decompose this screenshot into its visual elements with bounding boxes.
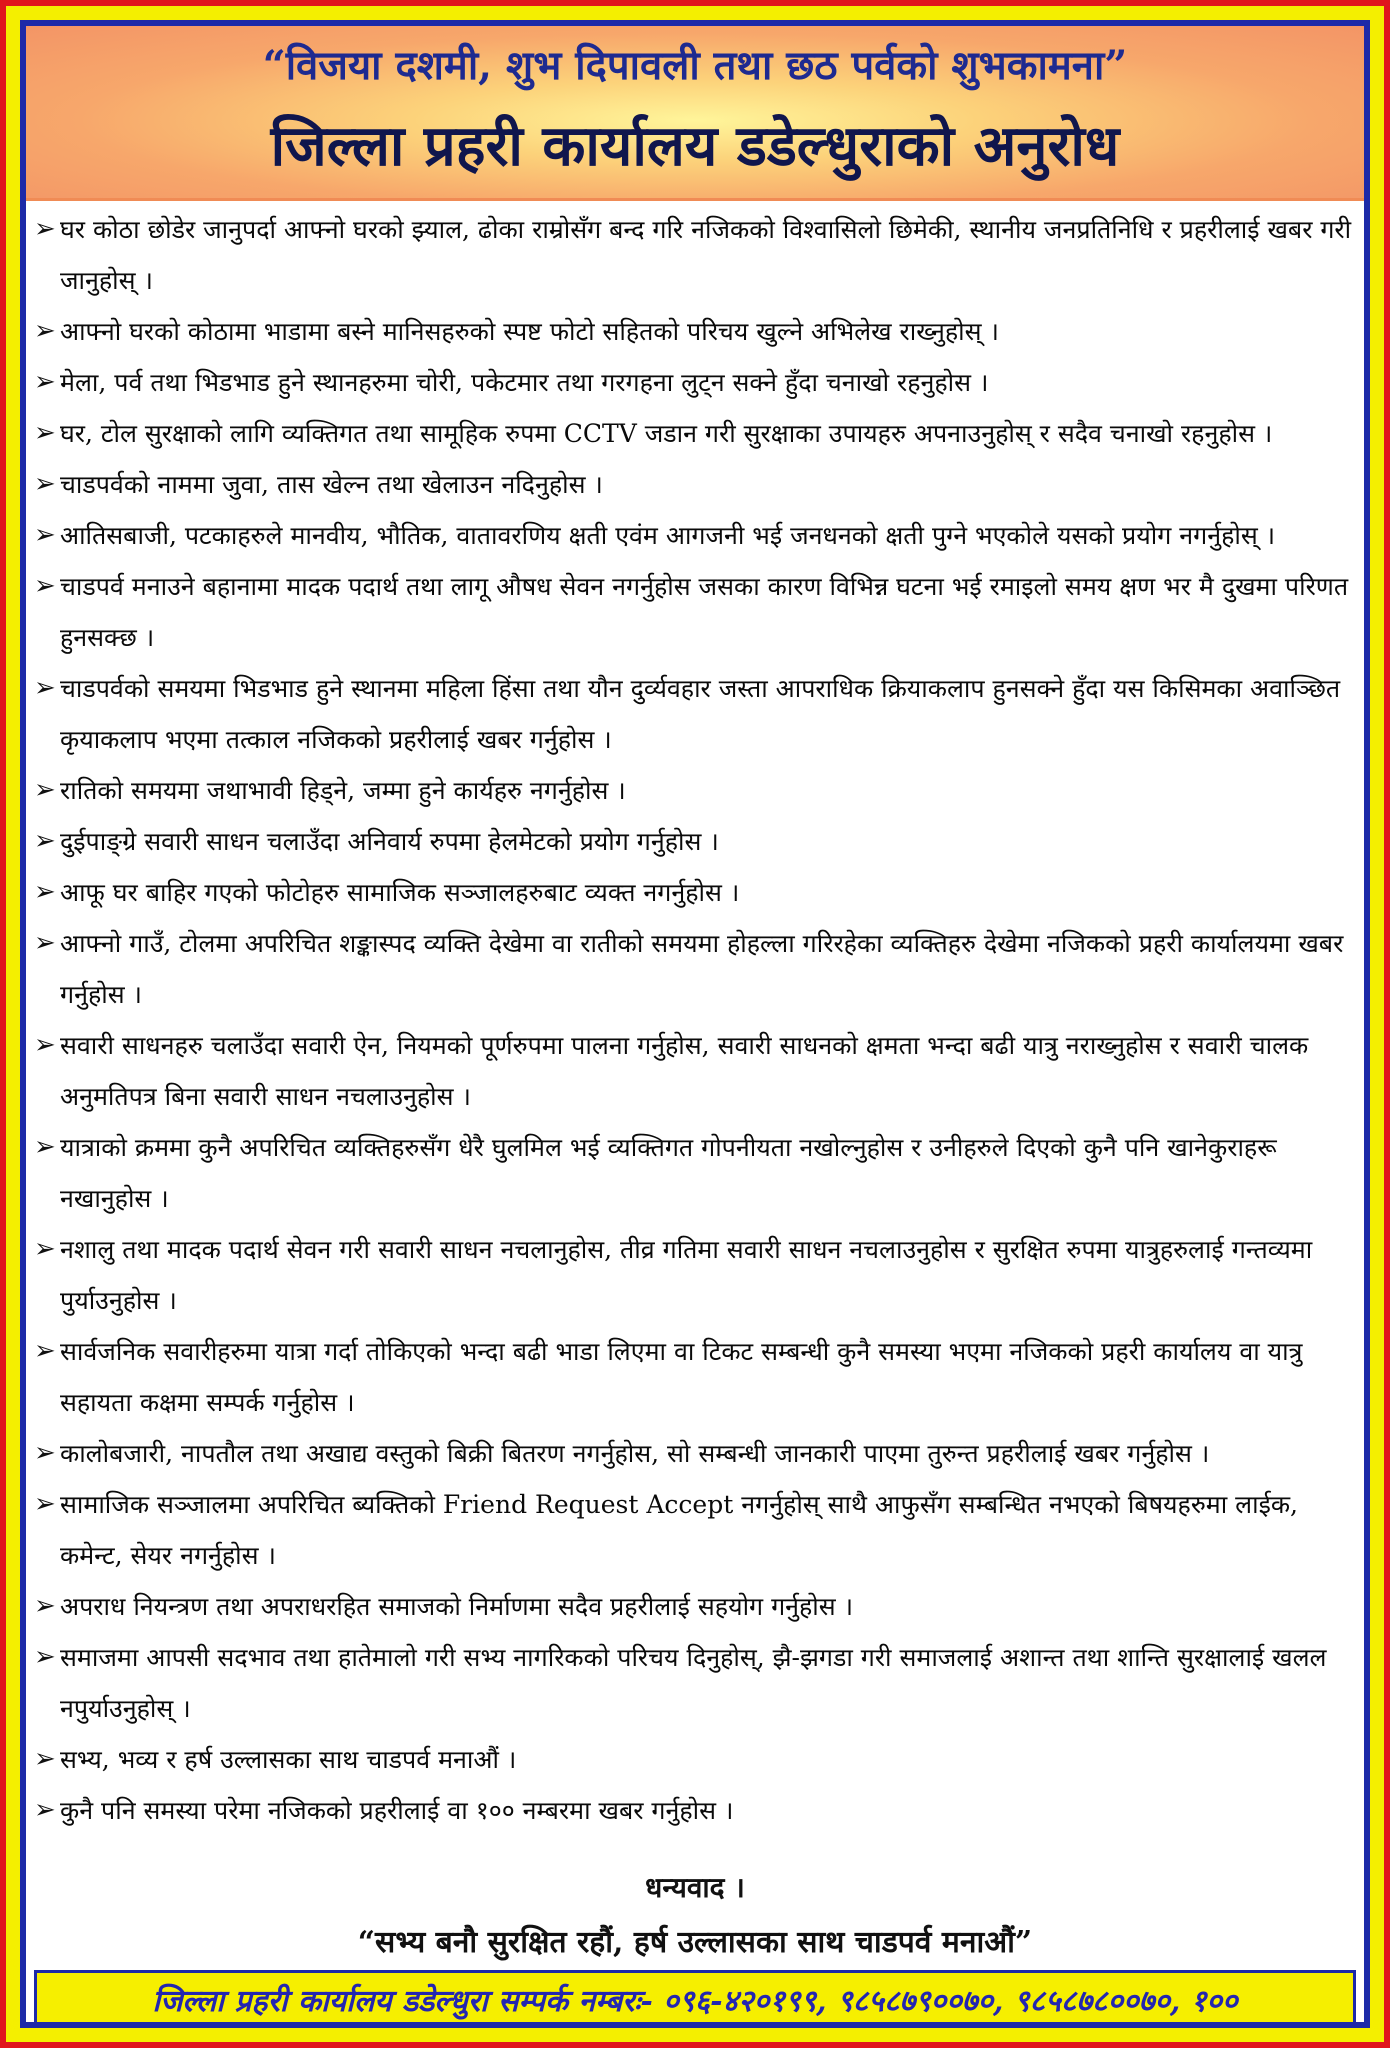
list-item — [34, 510, 1356, 561]
arrow-bullet-icon: ➢ — [34, 1642, 56, 1672]
list-item — [34, 1020, 1356, 1122]
list-item-text: सभ्य, भव्य र हर्ष उल्लासका साथ चाडपर्व मनाऔं । — [60, 1745, 517, 1774]
poster-title: जिल्ला प्रहरी कार्यालय डडेल्धुराको अनुरोध — [270, 113, 1120, 179]
list-item — [34, 1581, 1356, 1632]
arrow-bullet-icon: ➢ — [34, 826, 56, 856]
list-item-text: आफ्नो गाउँ, टोलमा अपरिचित शङ्कास्पद व्यक्ति देखेमा वा रातीको समयमा होहल्ला गरिरहेका व्यक्तिहरु देखेमा नजिकको प्रहरी कार्यालयमा खबर गर्नुहोस । — [60, 929, 1344, 1009]
list-item — [34, 1224, 1356, 1326]
list-item-text: घर कोठा छोडेर जानुपर्दा आफ्नो घरको झ्याल, ढोका राम्रोसँग बन्द गरि नजिकको विश्वासिलो छिमेकी, स्थानीय जनप्रतिनिधि र प्रहरीलाई खबर गरी जानुहोस् । — [60, 215, 1352, 295]
arrow-bullet-icon: ➢ — [34, 775, 56, 805]
list-item — [34, 459, 1356, 510]
list-item — [34, 765, 1356, 816]
arrow-bullet-icon: ➢ — [34, 673, 56, 703]
arrow-bullet-icon: ➢ — [34, 1438, 56, 1468]
list-item-text: चाडपर्व मनाउने बहानामा मादक पदार्थ तथा लागू औषध सेवन नगर्नुहोस जसका कारण विभिन्न घटना भई रमाइलो समय क्षण भर मै दुखमा परिणत हुनसक्छ । — [60, 572, 1349, 652]
list-item-text: रातिको समयमा जथाभावी हिड्ने, जम्मा हुने कार्यहरु नगर्नुहोस । — [60, 776, 626, 805]
list-item-text: समाजमा आपसी सदभाव तथा हातेमालो गरी सभ्य नागरिकको परिचय दिनुहोस्, झै-झगडा गरी समाजलाई अशान्त तथा शान्ति सुरक्षालाई खलल नपुर्याउनुहोस् । — [60, 1643, 1327, 1723]
list-item-text: नशालु तथा मादक पदार्थ सेवन गरी सवारी साधन नचलानुहोस, तीव्र गतिमा सवारी साधन नचलाउनुहोस र सुरक्षित रुपमा यात्रुहरुलाई गन्तव्यमा पुर्याउनुहोस । — [60, 1235, 1313, 1315]
arrow-bullet-icon: ➢ — [34, 367, 56, 397]
arrow-bullet-icon: ➢ — [34, 520, 56, 550]
list-item — [34, 816, 1356, 867]
list-item — [34, 408, 1356, 459]
arrow-bullet-icon: ➢ — [34, 1030, 56, 1060]
list-item-text: चाडपर्वको नाममा जुवा, तास खेल्न तथा खेलाउन नदिनुहोस । — [60, 470, 603, 499]
list-item-text: दुईपाङ्ग्रे सवारी साधन चलाउँदा अनिवार्य रुपमा हेलमेटको प्रयोग गर्नुहोस । — [60, 827, 719, 856]
list-item — [34, 867, 1356, 918]
list-item-text: आफू घर बाहिर गएको फोटोहरु सामाजिक सञ्जालहरुबाट व्यक्त नगर्नुहोस । — [60, 878, 740, 907]
arrow-bullet-icon: ➢ — [34, 877, 56, 907]
list-item-text: मेला, पर्व तथा भिडभाड हुने स्थानहरुमा चोरी, पकेटमार तथा गरगहना लुट्न सक्ने हुँदा चनाखो रहनुहोस । — [60, 368, 989, 397]
list-item-text: अपराध नियन्त्रण तथा अपराधरहित समाजको निर्माणमा सदैव प्रहरीलाई सहयोग गर्नुहोस । — [60, 1592, 854, 1621]
list-item-text: सामाजिक सञ्जालमा अपरिचित ब्यक्तिको Friend Request Accept नगर्नुहोस् साथै आफुसँग सम्बन्धित नभएको बिषयहरुमा लाईक, कमेन्ट, सेयर नगर्नुहोस । — [60, 1490, 1298, 1570]
list-item-text: कुनै पनि समस्या परेमा नजिकको प्रहरीलाई वा १०० नम्बरमा खबर गर्नुहोस । — [60, 1796, 734, 1825]
list-item-text: सार्वजनिक सवारीहरुमा यात्रा गर्दा तोकिएको भन्दा बढी भाडा लिएमा वा टिकट सम्बन्धी कुनै समस्या भएमा नजिकको प्रहरी कार्यालय वा यात्रु सहायता कक्षमा सम्पर्क गर्नुहोस । — [60, 1337, 1303, 1417]
request-list — [34, 204, 1356, 1844]
list-item-text: यात्राको क्रममा कुनै अपरिचित व्यक्तिहरुसँग धेरै घुलमिल भई व्यक्तिगत गोपनीयता नखोल्नुहोस र उनीहरुले दिएको कुनै पनि खानेकुराहरू नखानुहोस । — [60, 1133, 1277, 1213]
list-item — [34, 1326, 1356, 1428]
arrow-bullet-icon: ➢ — [34, 1336, 56, 1366]
thanks-text: धन्यवाद । — [645, 1871, 745, 1904]
list-item-text: सवारी साधनहरु चलाउँदा सवारी ऐन, नियमको पूर्णरुपमा पालना गर्नुहोस, सवारी साधनको क्षमता भन्दा बढी यात्रु नराख्नुहोस र सवारी चालक अनुमतिपत्र बिना सवारी साधन नचलाउनुहोस । — [60, 1031, 1309, 1111]
list-item-text: कालोबजारी, नापतौल तथा अखाद्य वस्तुको बिक्री बितरण नगर्नुहोस, सो सम्बन्धी जानकारी पाएमा तुरुन्त प्रहरीलाई खबर गर्नुहोस । — [60, 1439, 1210, 1468]
list-item — [34, 306, 1356, 357]
slogan-text: “सभ्य बनौ सुरक्षित रहौं, हर्ष उल्लासका साथ चाडपर्व मनाऔं” — [357, 1925, 1033, 1960]
arrow-bullet-icon: ➢ — [34, 1744, 56, 1774]
list-item — [34, 1734, 1356, 1785]
list-item-text: आफ्नो घरको कोठामा भाडामा बस्ने मानिसहरुको स्पष्ट फोटो सहितको परिचय खुल्ने अभिलेख राख्नुहोस् । — [60, 317, 999, 346]
list-item — [34, 204, 1356, 306]
arrow-bullet-icon: ➢ — [34, 418, 56, 448]
arrow-bullet-icon: ➢ — [34, 1132, 56, 1162]
arrow-bullet-icon: ➢ — [34, 1591, 56, 1621]
festival-greeting: “विजया दशमी, शुभ दिपावली तथा छठ पर्वको शुभकामना” — [262, 42, 1128, 89]
arrow-bullet-icon: ➢ — [34, 571, 56, 601]
arrow-bullet-icon: ➢ — [34, 316, 56, 346]
poster-panel — [20, 20, 1370, 2028]
arrow-bullet-icon: ➢ — [34, 1234, 56, 1264]
list-item-text: घर, टोल सुरक्षाको लागि व्यक्तिगत तथा सामूहिक रुपमा CCTV जडान गरी सुरक्षाका उपायहरु अपनाउनुहोस् र सदैव चनाखो रहनुहोस । — [60, 419, 1273, 448]
arrow-bullet-icon: ➢ — [34, 469, 56, 499]
list-item — [34, 1428, 1356, 1479]
arrow-bullet-icon: ➢ — [34, 1489, 56, 1519]
list-item-text: चाडपर्वको समयमा भिडभाड हुने स्थानमा महिला हिंसा तथा यौन दुर्व्यवहार जस्ता आपराधिक क्रियाकलाप हुनसक्ने हुँदा यस किसिमका अवाञ्छित कृयाकलाप भएमा तत्काल नजिकको प्रहरीलाई खबर गर्नुहोस । — [60, 674, 1341, 754]
list-item — [34, 663, 1356, 765]
list-item — [34, 1785, 1356, 1836]
list-item — [34, 918, 1356, 1020]
list-item — [34, 1479, 1356, 1581]
poster-header — [26, 26, 1364, 201]
contact-numbers: जिल्ला प्रहरी कार्यालय डडेल्धुरा सम्पर्क नम्बरः- ०९६-४२०१९९, ९८५८७९००७०, ९८५८७८००७०, १०० — [152, 1984, 1238, 2019]
contact-banner — [34, 1970, 1356, 2026]
arrow-bullet-icon: ➢ — [34, 928, 56, 958]
list-item — [34, 357, 1356, 408]
list-item — [34, 1632, 1356, 1734]
arrow-bullet-icon: ➢ — [34, 214, 56, 244]
list-item — [34, 561, 1356, 663]
arrow-bullet-icon: ➢ — [34, 1795, 56, 1825]
list-item-text: आतिसबाजी, पटकाहरुले मानवीय, भौतिक, वातावरणिय क्षती एवंम आगजनी भई जनधनको क्षती पुग्ने भएकोले यसको प्रयोग नगर्नुहोस् । — [60, 521, 1276, 550]
list-item — [34, 1122, 1356, 1224]
